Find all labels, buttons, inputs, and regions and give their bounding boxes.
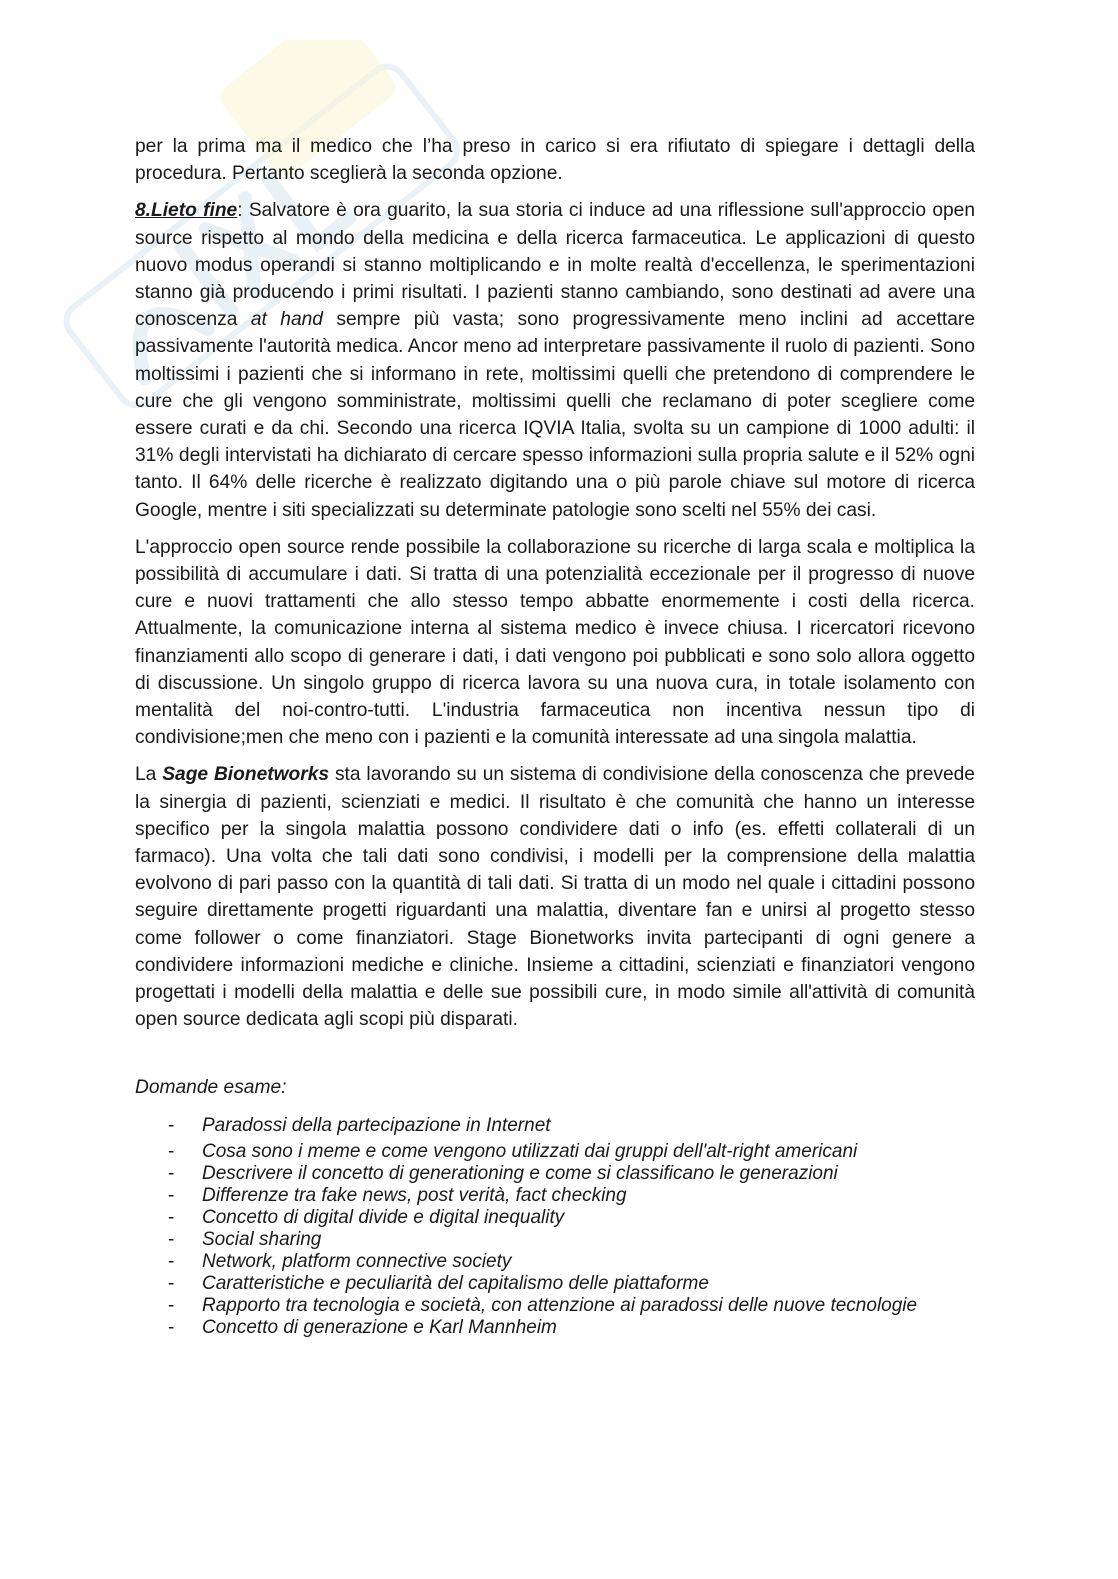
list-item [135,1185,975,1207]
paragraph-text: sta lavorando su un sistema di condivisione della conoscenza che prevede la sinergia di pazienti, scienziati e medici. Il risultato è che comunità che hanno un interesse specifico per la singola malattia possono condividere dati o info (es. effetti collaterali di un farmaco). Una volta che tali dati sono condivisi, i modelli per la comprensione della malattia evolvono di pari passo con la quantità di tali dati. Si tratta di un modo nel quale i cittadini possono seguire direttamente progetti riguardanti una malattia, diventare fan e unirsi al progetto stesso come follower o come finanziatori. Stage Bionetworks invita partecipanti di ogni genere a condividere informazioni mediche e cliniche. Insieme a cittadini, scienziati e finanziatori vengono progettati i modelli della malattia e delle sue possibili cure, in modo simile all'attività di comunità open source dedicata agli scopi più disparati. [135,764,975,1031]
bullet-dash: - [168,1272,175,1294]
paragraph-text: : Salvatore è ora guarito, la sua storia ci induce ad una riflessione sull'approccio open source rispetto al mondo della medicina e della ricerca farmaceutica. Le applicazioni di questo nuovo modus operandi si stanno moltiplicando e in molte realtà d'eccellenza, le sperimentazioni stanno già producendo i primi risultati. I pazienti stanno cambiando, sono destinati ad avere una conoscenza [135,200,975,331]
emphasis-text: at hand [250,309,323,331]
question-text: Cosa sono i meme e come vengono utilizzati dai gruppi dell'alt-right americani [202,1140,858,1162]
bullet-dash: - [168,1228,175,1250]
bullet-dash: - [168,1294,175,1316]
list-item [135,1141,975,1163]
document-body [135,133,975,1339]
list-item [135,1317,975,1339]
list-item [135,1251,975,1273]
paragraph-text: La [135,764,163,786]
organization-name: Sage Bionetworks [162,764,330,786]
question-text: Social sharing [202,1228,322,1250]
paragraph-lieto-fine [135,197,975,523]
paragraph-sage-bionetworks [135,761,975,1033]
bullet-dash: - [168,1114,175,1136]
bullet-dash: - [168,1140,175,1162]
exam-questions-title: Domande esame: [135,1076,287,1098]
bullet-dash: - [168,1206,175,1228]
bullet-dash: - [168,1184,175,1206]
list-item [135,1273,975,1295]
exam-questions-list [135,1115,975,1339]
list-item [135,1163,975,1185]
list-item [135,1207,975,1229]
bullet-dash: - [168,1316,175,1338]
bullet-dash: - [168,1162,175,1184]
section-heading: 8.Lieto fine [135,200,238,222]
question-text: Concetto di generazione e Karl Mannheim [202,1316,557,1338]
paragraph-open-source: L'approccio open source rende possibile la collaborazione su ricerche di larga scala e moltiplica la possibilità di accumulare i dati. Si tratta di una potenzialità eccezionale per il progresso di nuove cure e nuovi trattamenti che allo stesso tempo abbatte enormemente i costi della ricerca. Attualmente, la comunicazione interna al sistema medico è invece chiusa. I ricercatori ricevono finanziamenti allo scopo di generare i dati, i dati vengono poi pubblicati e sono solo allora oggetto di discussione. Un singolo gruppo di ricerca lavora su una nuova cura, in totale isolamento con mentalità del noi-contro-tutti. L'industria farmaceutica non incentiva nessun tipo di condivisione;men che meno con i pazienti e la comunità interessate ad una singola malattia. [135,536,975,749]
question-text: Rapporto tra tecnologia e società, con attenzione ai paradossi delle nuove tecnologie [202,1294,918,1316]
list-item [135,1229,975,1251]
question-text: Descrivere il concetto di generationing e come si classificano le generazioni [202,1162,838,1184]
question-text: Caratteristiche e peculiarità del capitalismo delle piattaforme [202,1272,709,1294]
list-item [135,1115,975,1137]
paragraph-text: sempre più vasta; sono progressivamente meno inclini ad accettare passivamente l'autorità medica. Ancor meno ad interpretare passivamente il ruolo di pazienti. Sono moltissimi i pazienti che si informano in rete, moltissimi quelli che pretendono di comprendere le cure che gli vengono somministrate, moltissimi quelli che reclamano di poter scegliere come essere curati e da chi. Secondo una ricerca IQVIA Italia, svolta su un campione di 1000 adulti: il 31% degli intervistati ha dichiarato di cercare spesso informazioni sulla propria salute e il 52% ogni tanto. Il 64% delle ricerche è realizzato digitando una o più parole chiave sul motore di ricerca Google, mentre i siti specializzati su determinate patologie sono scelti nel 55% dei casi. [135,309,975,521]
question-text: Differenze tra fake news, post verità, fact checking [202,1184,627,1206]
question-text: Network, platform connective society [202,1250,512,1272]
question-text: Paradossi della partecipazione in Internet [202,1114,551,1136]
paragraph-continuation: per la prima ma il medico che l’ha preso in carico si era rifiutato di spiegare i dettagli della procedura. Pertanto sceglierà la seconda opzione. [135,136,975,185]
question-text: Concetto di digital divide e digital inequality [202,1206,565,1228]
bullet-dash: - [168,1250,175,1272]
list-item [135,1295,975,1317]
